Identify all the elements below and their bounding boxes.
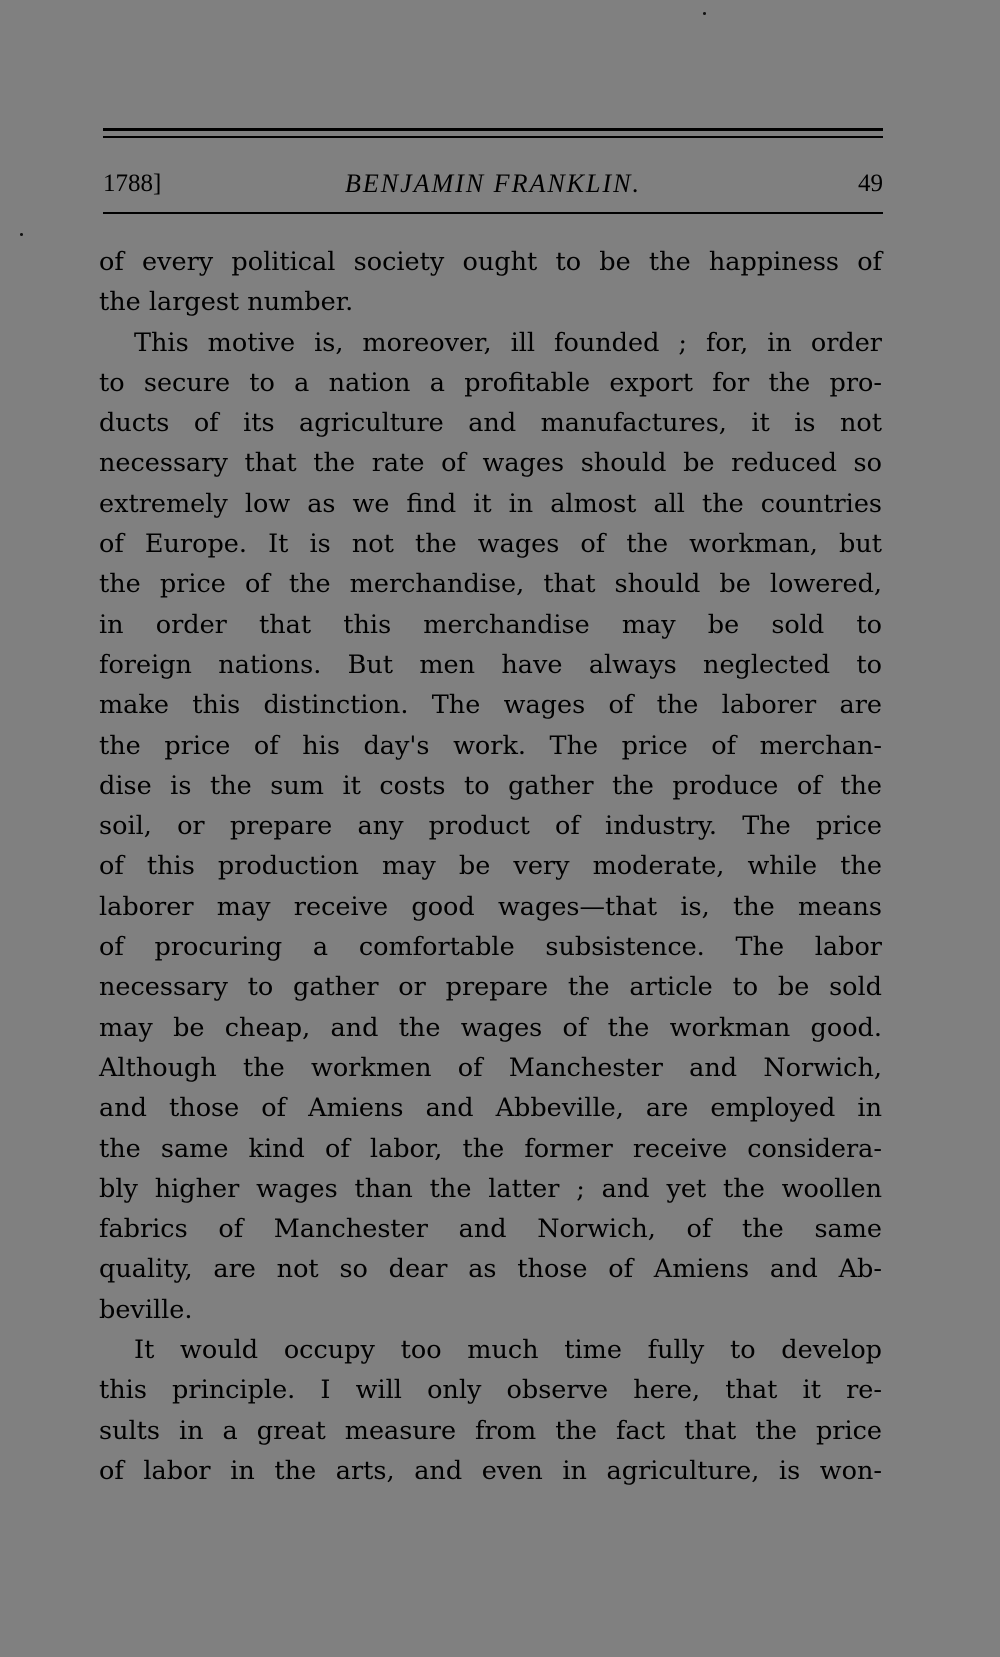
ink-speck	[20, 233, 23, 236]
page-number: 49	[858, 170, 883, 197]
header-year: 1788]	[103, 170, 162, 197]
text-line: ducts of its agriculture and manufactures, it is not	[99, 408, 882, 439]
header-rule	[103, 212, 883, 214]
text-line: fabrics of Manchester and Norwich, of the same	[99, 1214, 882, 1245]
ink-speck	[703, 12, 706, 15]
text-line: This motive is, moreover, ill founded ; for, in order	[134, 327, 882, 358]
text-line: the price of his day's work. The price of merchan-	[99, 730, 882, 761]
text-line: dise is the sum it costs to gather the produce of the	[99, 770, 882, 801]
text-line: foreign nations. But men have always neglected to	[99, 649, 882, 680]
text-line: in order that this merchandise may be sold to	[99, 609, 882, 640]
text-line: necessary to gather or prepare the article to be sold	[99, 972, 882, 1003]
text-line: laborer may receive good wages—that is, the means	[99, 891, 882, 922]
top-rule-thick	[103, 128, 883, 131]
text-line: the same kind of labor, the former receive considera-	[99, 1133, 882, 1164]
text-line: It would occupy too much time fully to develop	[134, 1335, 882, 1366]
text-line: the price of the merchandise, that should be lowered,	[99, 569, 882, 600]
text-line: the largest number.	[99, 287, 354, 318]
text-line: of labor in the arts, and even in agriculture, is won-	[99, 1455, 882, 1486]
text-line: and those of Amiens and Abbeville, are employed in	[99, 1093, 882, 1124]
text-line: Although the workmen of Manchester and Norwich,	[99, 1052, 882, 1083]
text-line: to secure to a nation a profitable export for the pro-	[99, 367, 882, 398]
text-line: extremely low as we find it in almost all the countries	[99, 488, 882, 519]
top-rule-thin	[103, 136, 883, 138]
text-line: of procuring a comfortable subsistence. The labor	[99, 932, 882, 963]
running-header	[103, 168, 883, 200]
text-line: this principle. I will only observe here, that it re-	[99, 1375, 882, 1406]
text-line: bly higher wages than the latter ; and yet the woollen	[99, 1173, 882, 1204]
text-line: of Europe. It is not the wages of the workman, but	[99, 529, 882, 560]
header-title: BENJAMIN FRANKLIN.	[345, 169, 641, 198]
text-line: sults in a great measure from the fact that the price	[99, 1415, 882, 1446]
text-line: soil, or prepare any product of industry. The price	[99, 811, 882, 842]
text-line: quality, are not so dear as those of Amiens and Ab-	[99, 1254, 882, 1285]
text-line: beville.	[99, 1294, 193, 1325]
text-line: may be cheap, and the wages of the workman good.	[99, 1012, 882, 1043]
text-line: of this production may be very moderate, while the	[99, 851, 882, 882]
body-text	[99, 242, 882, 1491]
text-line: of every political society ought to be the happiness of	[99, 247, 882, 277]
text-line: make this distinction. The wages of the laborer are	[99, 690, 882, 721]
text-line: necessary that the rate of wages should be reduced so	[99, 448, 882, 479]
